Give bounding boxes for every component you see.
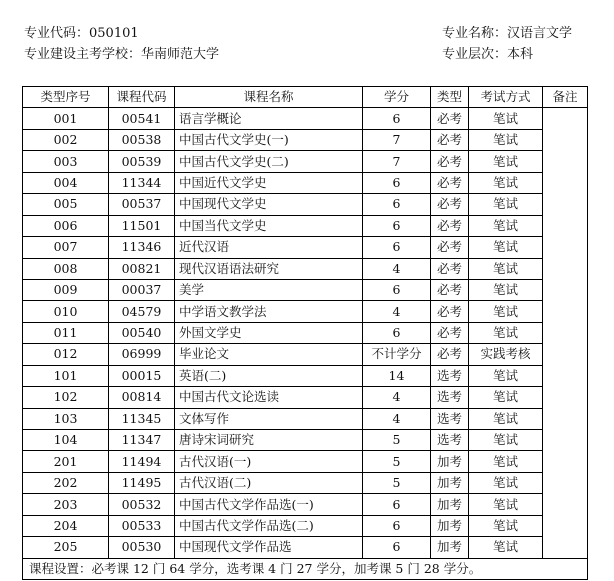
cell-type: 必考 — [431, 108, 469, 129]
cell-name: 美学 — [175, 279, 363, 300]
cell-type: 加考 — [431, 515, 469, 536]
cell-type: 选考 — [431, 387, 469, 408]
cell-seq: 203 — [23, 494, 109, 515]
cell-type: 必考 — [431, 344, 469, 365]
cell-type: 必考 — [431, 258, 469, 279]
cell-name: 中国古代文学作品选(二) — [175, 515, 363, 536]
col-header-name: 课程名称 — [175, 87, 363, 108]
cell-seq: 005 — [23, 194, 109, 215]
cell-name: 中国当代文学史 — [175, 215, 363, 236]
cell-code: 11501 — [109, 215, 175, 236]
cell-credit: 6 — [363, 322, 431, 343]
table-row — [23, 172, 588, 193]
cell-name: 中国现代文学史 — [175, 194, 363, 215]
cell-type: 必考 — [431, 151, 469, 172]
cell-remark — [543, 108, 588, 558]
cell-code: 11347 — [109, 430, 175, 451]
cell-credit: 6 — [363, 237, 431, 258]
table-row — [23, 494, 588, 515]
cell-code: 00538 — [109, 129, 175, 150]
summary-row — [23, 558, 588, 579]
cell-credit: 6 — [363, 494, 431, 515]
course-table — [22, 86, 588, 580]
cell-code: 00814 — [109, 387, 175, 408]
cell-seq: 004 — [23, 172, 109, 193]
cell-type: 必考 — [431, 301, 469, 322]
cell-name: 唐诗宋词研究 — [175, 430, 363, 451]
cell-seq: 008 — [23, 258, 109, 279]
cell-name: 中学语文教学法 — [175, 301, 363, 322]
table-row — [23, 258, 588, 279]
table-row — [23, 237, 588, 258]
table-row — [23, 472, 588, 493]
cell-name: 中国现代文学作品选 — [175, 537, 363, 558]
cell-seq: 007 — [23, 237, 109, 258]
cell-code: 11344 — [109, 172, 175, 193]
cell-seq: 201 — [23, 451, 109, 472]
cell-exam: 笔试 — [469, 129, 543, 150]
cell-seq: 204 — [23, 515, 109, 536]
cell-credit: 6 — [363, 108, 431, 129]
cell-exam: 笔试 — [469, 365, 543, 386]
table-header-row — [23, 87, 588, 108]
cell-type: 必考 — [431, 237, 469, 258]
cell-seq: 104 — [23, 430, 109, 451]
major-level: 专业层次：本科 — [442, 47, 534, 62]
cell-code: 00540 — [109, 322, 175, 343]
table-row — [23, 430, 588, 451]
cell-seq: 003 — [23, 151, 109, 172]
col-header-credit: 学分 — [363, 87, 431, 108]
cell-name: 毕业论文 — [175, 344, 363, 365]
course-summary: 课程设置：必考课 12 门 64 学分，选考课 4 门 27 学分，加考课 5 门 28 学分。 — [23, 558, 588, 579]
table-row — [23, 108, 588, 129]
col-header-seq: 类型序号 — [23, 87, 109, 108]
cell-code: 11494 — [109, 451, 175, 472]
cell-type: 必考 — [431, 172, 469, 193]
cell-code: 00015 — [109, 365, 175, 386]
cell-exam: 实践考核 — [469, 344, 543, 365]
cell-exam: 笔试 — [469, 215, 543, 236]
table-row — [23, 515, 588, 536]
cell-seq: 012 — [23, 344, 109, 365]
cell-credit: 6 — [363, 515, 431, 536]
cell-exam: 笔试 — [469, 172, 543, 193]
cell-exam: 笔试 — [469, 279, 543, 300]
cell-name: 英语(二) — [175, 365, 363, 386]
cell-code: 11495 — [109, 472, 175, 493]
cell-exam: 笔试 — [469, 151, 543, 172]
cell-type: 必考 — [431, 129, 469, 150]
cell-credit: 4 — [363, 258, 431, 279]
cell-credit: 6 — [363, 537, 431, 558]
cell-seq: 006 — [23, 215, 109, 236]
cell-credit: 6 — [363, 279, 431, 300]
cell-type: 选考 — [431, 408, 469, 429]
table-row — [23, 151, 588, 172]
major-name: 专业名称：汉语言文学 — [442, 26, 573, 41]
course-table-body — [23, 108, 588, 558]
cell-credit: 4 — [363, 387, 431, 408]
cell-seq: 202 — [23, 472, 109, 493]
cell-seq: 205 — [23, 537, 109, 558]
cell-exam: 笔试 — [469, 301, 543, 322]
cell-name: 外国文学史 — [175, 322, 363, 343]
cell-code: 00533 — [109, 515, 175, 536]
cell-credit: 不计学分 — [363, 344, 431, 365]
cell-credit: 5 — [363, 430, 431, 451]
cell-code: 00539 — [109, 151, 175, 172]
major-school: 专业建设主考学校：华南师范大学 — [24, 47, 220, 62]
cell-seq: 102 — [23, 387, 109, 408]
cell-type: 加考 — [431, 472, 469, 493]
cell-code: 06999 — [109, 344, 175, 365]
cell-seq: 009 — [23, 279, 109, 300]
col-header-type: 类型 — [431, 87, 469, 108]
cell-code: 11345 — [109, 408, 175, 429]
cell-name: 中国古代文学史(一) — [175, 129, 363, 150]
cell-credit: 6 — [363, 194, 431, 215]
cell-name: 语言学概论 — [175, 108, 363, 129]
cell-credit: 6 — [363, 215, 431, 236]
cell-credit: 6 — [363, 172, 431, 193]
cell-code: 04579 — [109, 301, 175, 322]
cell-type: 加考 — [431, 537, 469, 558]
cell-exam: 笔试 — [469, 258, 543, 279]
cell-exam: 笔试 — [469, 494, 543, 515]
cell-seq: 101 — [23, 365, 109, 386]
cell-seq: 001 — [23, 108, 109, 129]
cell-exam: 笔试 — [469, 194, 543, 215]
cell-seq: 002 — [23, 129, 109, 150]
cell-name: 中国古代文论选读 — [175, 387, 363, 408]
cell-type: 选考 — [431, 430, 469, 451]
cell-seq: 103 — [23, 408, 109, 429]
cell-name: 中国古代文学作品选(一) — [175, 494, 363, 515]
cell-type: 必考 — [431, 215, 469, 236]
cell-code: 00530 — [109, 537, 175, 558]
cell-name: 现代汉语语法研究 — [175, 258, 363, 279]
table-row — [23, 322, 588, 343]
cell-code: 00037 — [109, 279, 175, 300]
cell-code: 00821 — [109, 258, 175, 279]
table-row — [23, 279, 588, 300]
cell-type: 必考 — [431, 322, 469, 343]
table-row — [23, 215, 588, 236]
cell-type: 选考 — [431, 365, 469, 386]
cell-exam: 笔试 — [469, 430, 543, 451]
table-row — [23, 301, 588, 322]
cell-name: 近代汉语 — [175, 237, 363, 258]
col-header-exam: 考试方式 — [469, 87, 543, 108]
cell-name: 中国古代文学史(二) — [175, 151, 363, 172]
cell-name: 古代汉语(一) — [175, 451, 363, 472]
cell-code: 00532 — [109, 494, 175, 515]
cell-exam: 笔试 — [469, 387, 543, 408]
cell-name: 文体写作 — [175, 408, 363, 429]
cell-code: 11346 — [109, 237, 175, 258]
cell-code: 00537 — [109, 194, 175, 215]
cell-type: 加考 — [431, 451, 469, 472]
col-header-remark: 备注 — [543, 87, 588, 108]
cell-code: 00541 — [109, 108, 175, 129]
cell-name: 古代汉语(二) — [175, 472, 363, 493]
cell-exam: 笔试 — [469, 537, 543, 558]
table-row — [23, 365, 588, 386]
cell-type: 必考 — [431, 194, 469, 215]
cell-credit: 4 — [363, 301, 431, 322]
cell-seq: 011 — [23, 322, 109, 343]
table-row — [23, 387, 588, 408]
cell-exam: 笔试 — [469, 322, 543, 343]
cell-exam: 笔试 — [469, 237, 543, 258]
major-code: 专业代码：050101 — [24, 26, 139, 41]
table-row — [23, 451, 588, 472]
cell-credit: 7 — [363, 151, 431, 172]
cell-credit: 5 — [363, 472, 431, 493]
table-row — [23, 344, 588, 365]
cell-credit: 14 — [363, 365, 431, 386]
cell-exam: 笔试 — [469, 472, 543, 493]
cell-credit: 7 — [363, 129, 431, 150]
cell-exam: 笔试 — [469, 108, 543, 129]
col-header-code: 课程代码 — [109, 87, 175, 108]
cell-seq: 010 — [23, 301, 109, 322]
cell-exam: 笔试 — [469, 408, 543, 429]
table-row — [23, 194, 588, 215]
cell-credit: 4 — [363, 408, 431, 429]
cell-type: 必考 — [431, 279, 469, 300]
cell-type: 加考 — [431, 494, 469, 515]
table-row — [23, 537, 588, 558]
table-row — [23, 129, 588, 150]
cell-name: 中国近代文学史 — [175, 172, 363, 193]
cell-credit: 5 — [363, 451, 431, 472]
cell-exam: 笔试 — [469, 451, 543, 472]
table-row — [23, 408, 588, 429]
cell-exam: 笔试 — [469, 515, 543, 536]
